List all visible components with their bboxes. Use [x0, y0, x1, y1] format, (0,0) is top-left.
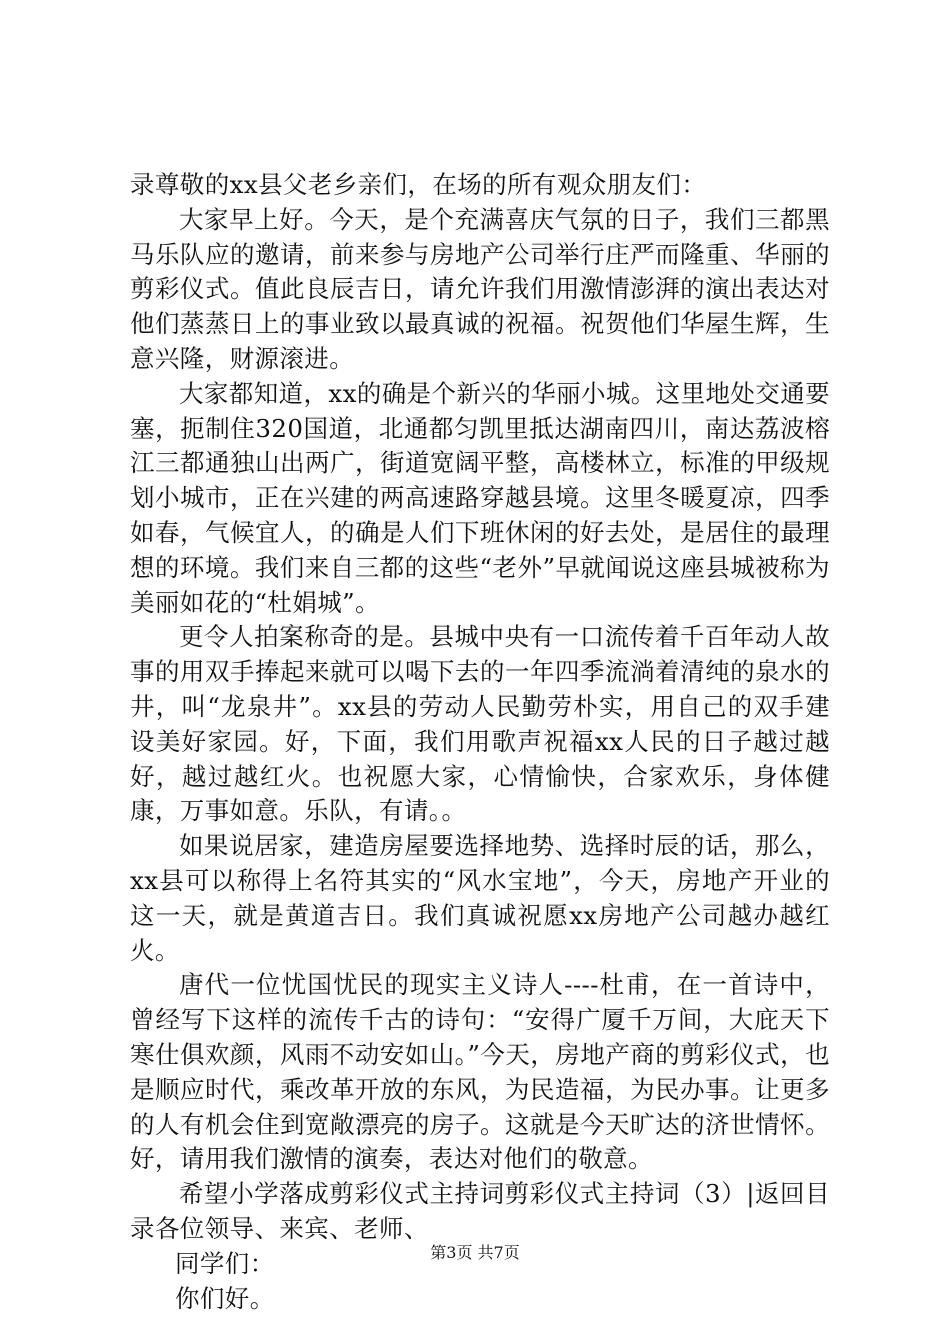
paragraph-greeting: 大家早上好。今天，是个充满喜庆气氛的日子，我们三都黑马乐队应的邀请，前来参与房地产公司举行庄严而隆重、华丽的剪彩仪式。值此良辰吉日，请允许我们用激情澎湃的演出表达对他们蒸蒸日上的事业致以最真诚的祝福。祝贺他们华屋生辉，生意兴隆，财源滚进。	[130, 204, 830, 373]
paragraph-city-intro: 大家都知道，xx的确是个新兴的华丽小城。这里地处交通要塞，扼制住320国道，北通都匀凯里抵达湖南四川，南达荔波榕江三都通独山出两广，街道宽阔平整，高楼林立，标准的甲级规划小城市，正在兴建的两高速路穿越县境。这里冬暖夏凉，四季如春，气候宜人，的确是人们下班休闲的好去处，是居住的最理想的环境。我们来自三都的这些“老外”早就闻说这座县城被称为美丽如花的“杜娟城”。	[130, 378, 830, 617]
paragraph-fengshui: 如果说居家，建造房屋要选择地势、选择时辰的话，那么，xx县可以称得上名符其实的“风水宝地”，今天，房地产开业的这一天，就是黄道吉日。我们真诚祝愿xx房地产公司越办越红火。	[130, 831, 830, 965]
paragraph-du-fu: 唐代一位忧国忧民的现实主义诗人----杜甫，在一首诗中，曾经写下这样的流传千古的诗句：“安得广厦千万间，大庇天下寒仕俱欢颜，风雨不动安如山。”今天，房地产商的剪彩仪式，也是顺应时代，乘改革开放的东风，为民造福，为民办事。让更多的人有机会住到宽敞漂亮的房子。这就是今天旷达的济世情怀。好，请用我们激情的演奏，表达对他们的敬意。	[130, 970, 830, 1174]
paragraph-salutation: 录尊敬的xx县父老乡亲们，在场的所有观众朋友们：	[130, 170, 707, 199]
paragraph-hello: 你们好。	[175, 1283, 275, 1313]
paragraph-students: 同学们：	[175, 1248, 275, 1278]
paragraph-dragon-well: 更令人拍案称奇的是。县城中央有一口流传着千百年动人故事的用双手捧起来就可以喝下去的一年四季流淌着清纯的泉水的井，叫“龙泉井”。xx县的劳动人民勤劳朴实，用自己的双手建设美好家园。好，下面，我们用歌声祝福xx人民的日子越过越好，越过越红火。也祝愿大家，心情愉快，合家欢乐，身体健康，万事如意。乐队，有请。。	[130, 622, 830, 826]
page-number-footer: 第3页 共7页	[430, 1243, 520, 1262]
paragraph-section-heading: 希望小学落成剪彩仪式主持词剪彩仪式主持词（3）|返回目录各位领导、来宾、老师、	[130, 1179, 830, 1243]
document-body	[130, 168, 830, 1316]
